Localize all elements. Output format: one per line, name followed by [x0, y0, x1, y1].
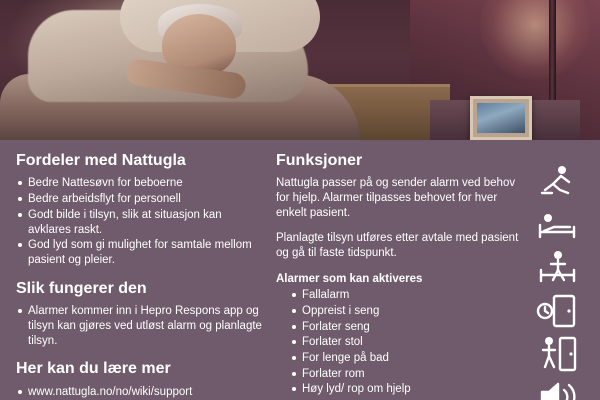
picture-frame [470, 96, 532, 140]
sitting-up-in-bed-icon [536, 205, 580, 245]
list-item: Oppreist i seng [276, 304, 524, 319]
pictogram-column [536, 162, 592, 400]
list-item: For lenge på bad [276, 351, 524, 366]
leaving-room-icon [536, 334, 580, 374]
list-item: Fallalarm [276, 288, 524, 303]
time-in-bathroom-icon [536, 291, 580, 331]
support-link[interactable]: www.nattugla.no/no/wiki/support [16, 385, 266, 400]
hero-photo [0, 0, 600, 140]
list-item: God lyd som gi mulighet for samtale mellom pasient og pleier. [16, 238, 266, 267]
benefits-heading: Fordeler med Nattugla [16, 152, 186, 169]
how-it-works-list [16, 304, 266, 348]
picture-frame-photo [477, 103, 525, 133]
alarms-section [276, 273, 524, 397]
functions-paragraph: Planlagte tilsyn utføres etter avtale med pasient og gå til faste tidspunkt. [276, 232, 519, 260]
list-item: Alarmer kommer inn i Hepro Respons app og tilsyn kan gjøres ved utløst alarm og planlagte tilsyn. [16, 304, 266, 348]
benefits-list [16, 176, 266, 267]
list-item: Høy lyd/ rop om hjelp [276, 382, 524, 397]
leaving-bed-icon [536, 248, 580, 288]
benefits-section [16, 152, 266, 268]
functions-paragraph: Nattugla passer på og sender alarm ved behov for hjelp. Alarmer tilpasses behovet for hver enkelt pasient. [276, 177, 516, 220]
list-item: Forlater rom [276, 367, 524, 382]
list-item: Godt bilde i tilsyn, slik at situasjon kan avklares raskt. [16, 208, 266, 237]
mid-column [276, 152, 524, 398]
alarms-heading: Alarmer som kan aktiveres [276, 273, 423, 286]
fall-alarm-icon [536, 162, 580, 202]
learn-more-heading: Her kan du lære mer [16, 360, 171, 378]
left-column [16, 152, 266, 400]
list-item: Forlater stol [276, 335, 524, 350]
how-it-works-heading: Slik fungerer den [16, 279, 147, 297]
alarms-list [276, 288, 524, 397]
list-item: Bedre Nattesøvn for beboerne [16, 176, 266, 191]
learn-more-section [16, 360, 266, 399]
functions-heading: Funksjoner [276, 152, 363, 169]
list-item: Forlater seng [276, 320, 524, 335]
list-item: Bedre arbeidsflyt for personell [16, 192, 266, 207]
loud-sound-icon [536, 377, 580, 400]
functions-section [276, 152, 524, 261]
content-panel [0, 140, 600, 400]
learn-more-list [16, 385, 266, 400]
how-it-works-section [16, 280, 266, 349]
